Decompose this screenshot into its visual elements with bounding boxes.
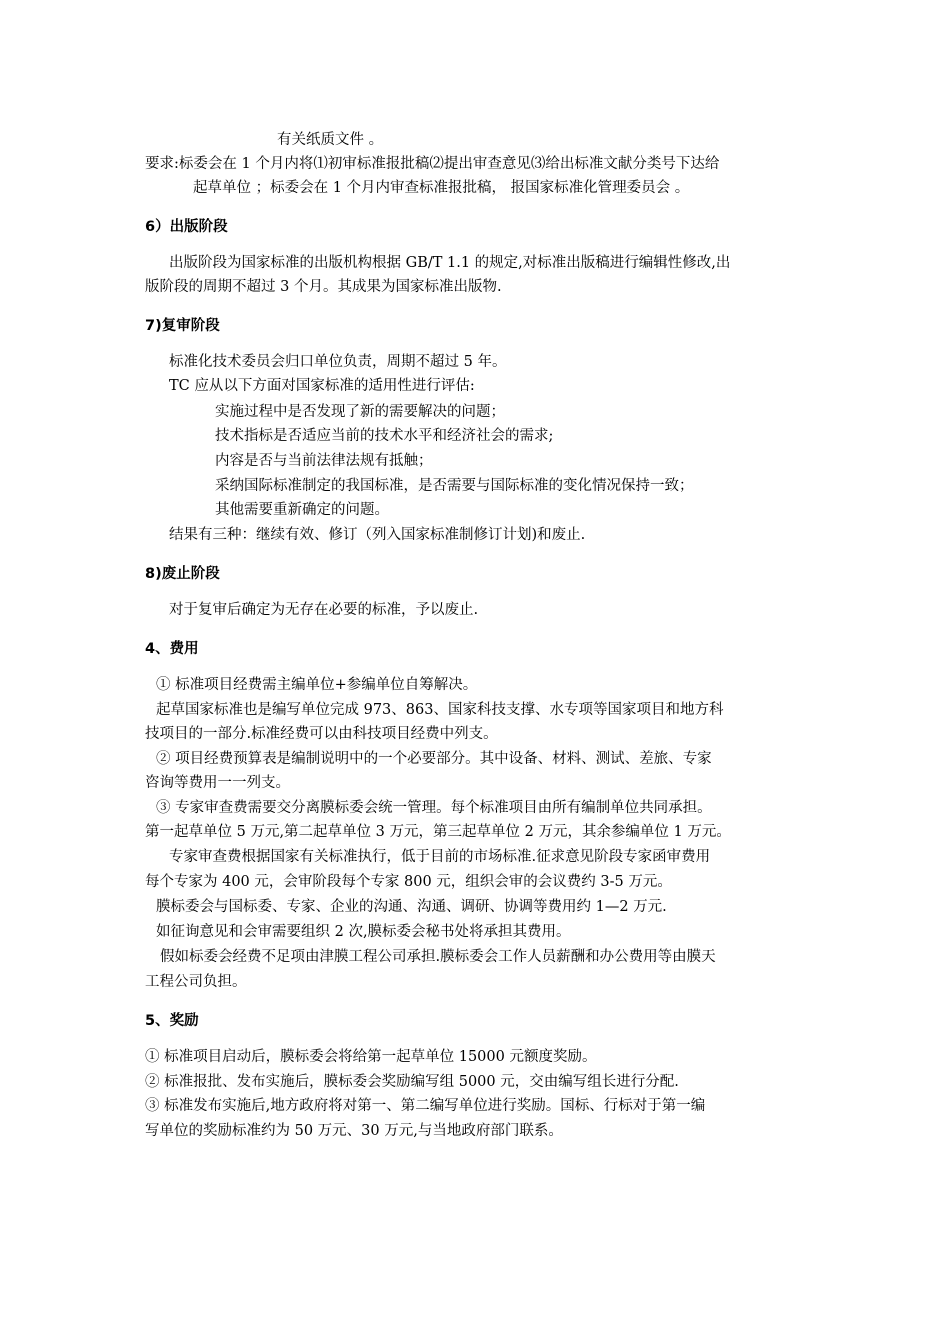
paragraph-line: 技项目的一部分.标准经费可以由科技项目经费中列支。 (145, 726, 498, 742)
paragraph-line: ② 项目经费预算表是编制说明中的一个必要部分。其中设备、材料、测试、差旅、专家 (156, 751, 712, 767)
text-line: 起草单位 ；标委会在 1 个月内审查标准报批稿， 报国家标准化管理委员会 。 (193, 180, 690, 196)
paragraph-line: 标准化技术委员会归口单位负责，周期不超过 5 年。 (169, 354, 507, 370)
paragraph-line: 出版阶段为国家标准的出版机构根据 GB/T 1.1 的规定,对标准出版稿进行编辑性修改,出 (169, 255, 731, 271)
list-item: 其他需要重新确定的问题。 (215, 502, 389, 518)
paragraph-line: 膜标委会与国标委、专家、企业的沟通、沟通、调研、协调等费用约 1—2 万元. (156, 899, 667, 915)
paragraph-line: 专家审查费根据国家有关标准执行，低于目前的市场标准.征求意见阶段专家函审费用 (169, 849, 711, 865)
text-line: 有关纸质文件 。 (277, 132, 384, 148)
text-line: 要求:标委会在 1 个月内将⑴初审标准报批稿⑵提出审查意见⑶给出标准文献分类号下达给 (145, 156, 720, 172)
paragraph-line: TC 应从以下方面对国家标准的适用性进行评估: (169, 378, 475, 394)
paragraph-line: 咨询等费用一一列支。 (145, 775, 290, 791)
section-heading: 6）出版阶段 (145, 219, 228, 235)
paragraph-line: ③ 专家审查费需要交分离膜标委会统一管理。每个标准项目由所有编制单位共同承担。 (156, 800, 712, 816)
paragraph-line: ③ 标准发布实施后,地方政府将对第一、第二编写单位进行奖励。国标、行标对于第一编 (145, 1098, 706, 1114)
paragraph-line: 对于复审后确定为无存在必要的标准，予以废止. (169, 602, 479, 618)
paragraph-line: 工程公司负担。 (145, 974, 247, 990)
list-item: 技术指标是否适应当前的技术水平和经济社会的需求; (215, 428, 554, 444)
paragraph-line: 第一起草单位 5 万元,第二起草单位 3 万元，第三起草单位 2 万元，其余参编单位 1 万元。 (145, 824, 731, 840)
section-heading: 8)废止阶段 (145, 566, 220, 582)
paragraph-line: 结果有三种：继续有效、修订（列入国家标准制修订计划)和废止. (169, 527, 586, 543)
section-heading: 7)复审阶段 (145, 318, 220, 334)
paragraph-line: 假如标委会经费不足项由津膜工程公司承担.膜标委会工作人员薪酬和办公费用等由膜天 (160, 949, 716, 965)
paragraph-line: 起草国家标准也是编写单位完成 973、863、国家科技支撑、水专项等国家项目和地方科 (156, 702, 724, 718)
paragraph-line: 每个专家为 400 元，会审阶段每个专家 800 元，组织会审的会议费约 3-5 万元。 (145, 874, 672, 890)
paragraph-line: 如征询意见和会审需要组织 2 次,膜标委会秘书处将承担其费用。 (156, 924, 571, 940)
paragraph-line: ① 标准项目经费需主编单位+参编单位自筹解决。 (156, 677, 478, 693)
list-item: 采纳国际标准制定的我国标准，是否需要与国际标准的变化情况保持一致； (215, 478, 694, 494)
section-heading: 5、奖励 (145, 1013, 199, 1029)
paragraph-line: ② 标准报批、发布实施后，膜标委会奖励编写组 5000 元，交由编写组长进行分配. (145, 1074, 679, 1090)
paragraph-line: 版阶段的周期不超过 3 个月。其成果为国家标准出版物. (145, 279, 502, 295)
paragraph-line: ① 标准项目启动后，膜标委会将给第一起草单位 15000 元额度奖励。 (145, 1049, 597, 1065)
list-item: 内容是否与当前法律法规有抵触； (215, 453, 433, 469)
list-item: 实施过程中是否发现了新的需要解决的问题； (215, 404, 505, 420)
paragraph-line: 写单位的奖励标准约为 50 万元、30 万元,与当地政府部门联系。 (145, 1123, 563, 1139)
section-heading: 4、费用 (145, 641, 199, 657)
